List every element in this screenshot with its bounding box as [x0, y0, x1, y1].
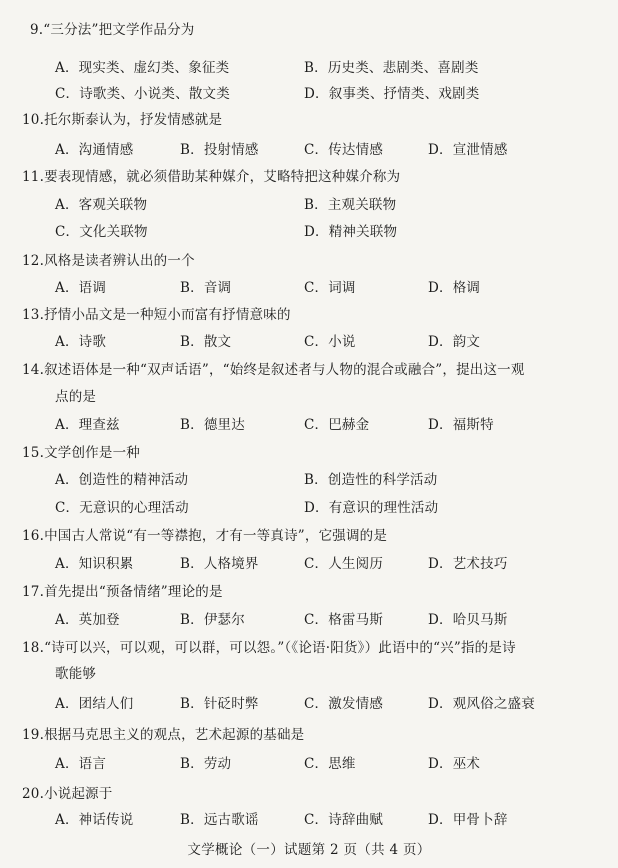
question-13-option-d: D．韵文 [428, 334, 481, 350]
question-19-option-c: C．思维 [304, 756, 356, 772]
question-15-option-b: B．创造性的科学活动 [304, 472, 438, 488]
question-17-option-a: A．英加登 [55, 612, 120, 628]
page-footer: 文学概论（一）试题第 2 页（共 4 页） [187, 842, 431, 858]
question-12-option-b: B．音调 [180, 280, 232, 296]
question-16-option-a: A．知识积累 [55, 556, 134, 572]
question-20-option-d: D．甲骨卜辞 [428, 812, 508, 828]
question-12-stem: 12.风格是读者辨认出的一个 [22, 253, 195, 269]
question-14-stem-continued: 点的是 [55, 389, 97, 405]
question-14-option-a: A．理查兹 [55, 417, 120, 433]
question-15-stem: 15.文学创作是一种 [22, 445, 140, 461]
question-12-option-d: D．格调 [428, 280, 481, 296]
question-15-option-d: D．有意识的理性活动 [304, 500, 439, 516]
question-18-option-c: C．激发情感 [304, 696, 384, 712]
question-17-stem: 17.首先提出“预备情绪”理论的是 [22, 584, 223, 600]
question-13-option-c: C．小说 [304, 334, 356, 350]
question-10-option-d: D．宣泄情感 [428, 142, 508, 158]
question-10-option-c: C．传达情感 [304, 142, 384, 158]
question-19-option-a: A．语言 [55, 756, 107, 772]
question-13-option-a: A．诗歌 [55, 334, 107, 350]
question-20-option-b: B．远古歌谣 [180, 812, 259, 828]
question-17-option-c: C．格雷马斯 [304, 612, 384, 628]
question-14-option-c: C．巴赫金 [304, 417, 370, 433]
question-18-option-b: B．针砭时弊 [180, 696, 259, 712]
question-19-option-d: D．巫术 [428, 756, 481, 772]
question-11-option-c: C．文化关联物 [55, 224, 148, 240]
question-19-option-b: B．劳动 [180, 756, 232, 772]
question-10-option-a: A．沟通情感 [55, 142, 134, 158]
question-9-stem: 9.“三分法”把文学作品分为 [30, 22, 195, 38]
question-18-stem: 18.“诗可以兴，可以观，可以群，可以怨。”（《论语·阳货》）此语中的“兴”指的是诗 [22, 640, 516, 656]
question-19-stem: 19.根据马克思主义的观点，艺术起源的基础是 [22, 727, 305, 743]
question-18-option-a: A．团结人们 [55, 696, 134, 712]
question-14-option-b: B．德里达 [180, 417, 245, 433]
question-17-option-b: B．伊瑟尔 [180, 612, 245, 628]
question-15-option-a: A．创造性的精神活动 [55, 472, 189, 488]
question-10-stem: 10.托尔斯泰认为，抒发情感就是 [22, 112, 223, 128]
question-11-stem: 11.要表现情感，就必须借助某种媒介，艾略特把这种媒介称为 [22, 169, 401, 185]
question-9-option-a: A．现实类、虚幻类、象征类 [55, 60, 230, 76]
question-16-stem: 16.中国古人常说“有一等襟抱，才有一等真诗”，它强调的是 [22, 528, 388, 544]
question-16-option-c: C．人生阅历 [304, 556, 384, 572]
question-20-option-c: C．诗辞曲赋 [304, 812, 384, 828]
question-13-stem: 13.抒情小品文是一种短小而富有抒情意味的 [22, 307, 291, 323]
question-17-option-d: D．哈贝马斯 [428, 612, 508, 628]
question-12-option-a: A．语调 [55, 280, 107, 296]
question-11-option-a: A．客观关联物 [55, 197, 148, 213]
question-14-stem: 14.叙述语体是一种“双声话语”，“始终是叙述者与人物的混合或融合”，提出这一观 [22, 362, 525, 378]
question-18-option-d: D．观风俗之盛衰 [428, 696, 535, 712]
question-9-option-c: C．诗歌类、小说类、散文类 [55, 86, 230, 102]
question-9-option-b: B．历史类、悲剧类、喜剧类 [304, 60, 479, 76]
question-15-option-c: C．无意识的心理活动 [55, 500, 189, 516]
question-16-option-d: D．艺术技巧 [428, 556, 508, 572]
question-11-option-b: B．主观关联物 [304, 197, 397, 213]
question-14-option-d: D．福斯特 [428, 417, 494, 433]
question-20-stem: 20.小说起源于 [22, 786, 113, 802]
question-11-option-d: D．精神关联物 [304, 224, 398, 240]
question-10-option-b: B．投射情感 [180, 142, 259, 158]
question-18-stem-continued: 歌能够 [55, 666, 97, 682]
question-16-option-b: B．人格境界 [180, 556, 259, 572]
question-12-option-c: C．词调 [304, 280, 356, 296]
question-9-option-d: D．叙事类、抒情类、戏剧类 [304, 86, 480, 102]
question-13-option-b: B．散文 [180, 334, 232, 350]
question-20-option-a: A．神话传说 [55, 812, 134, 828]
